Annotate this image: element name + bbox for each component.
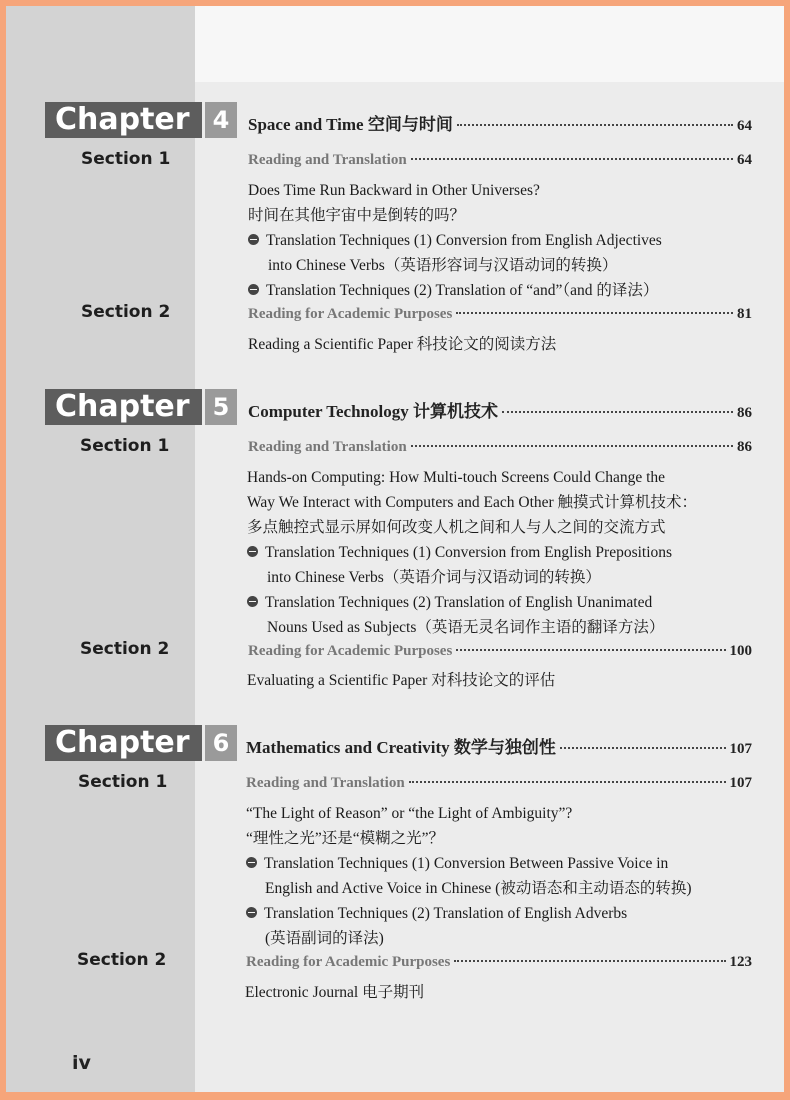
article-title: Way We Interact with Computers and Each Other 触摸式计算机技术： <box>247 494 698 511</box>
technique-item-continued: (英语副词的译法) <box>265 930 384 947</box>
section-label: Section 2 <box>81 302 171 322</box>
technique-item-continued: into Chinese Verbs（英语介词与汉语动词的转换） <box>267 569 601 586</box>
chapter-label: Chapter <box>45 389 202 425</box>
book-page <box>6 6 784 1092</box>
leader-dots <box>454 960 725 962</box>
section-heading-entry[interactable] <box>248 439 752 456</box>
technique-item: Translation Techniques (2) Translation of “and”（and 的译法） <box>248 278 658 303</box>
bullet-icon <box>246 907 257 918</box>
article-title: Does Time Run Backward in Other Universes? <box>248 182 540 199</box>
page-number: 64 <box>737 152 752 168</box>
leader-dots <box>456 649 725 651</box>
leader-dots <box>502 411 733 413</box>
bullet-icon <box>246 857 257 868</box>
section-label: Section 1 <box>81 149 171 169</box>
technique-item-continued: Nouns Used as Subjects（英语无灵名词作主语的翻译方法） <box>267 619 665 636</box>
section-heading: Reading for Academic Purposes <box>248 306 453 322</box>
leader-dots <box>411 445 733 447</box>
chapter-heading-bar <box>45 102 237 138</box>
section-heading: Reading for Academic Purposes <box>246 954 451 970</box>
article-title: Hands-on Computing: How Multi-touch Screens Could Change the <box>247 469 666 486</box>
technique-item-continued: into Chinese Verbs（英语形容词与汉语动词的转换） <box>268 257 618 274</box>
leader-dots <box>456 312 733 314</box>
bullet-icon <box>248 234 259 245</box>
top-margin-band <box>195 6 784 82</box>
chapter-title: Space and Time 空间与时间 <box>248 115 453 134</box>
page-number: 86 <box>737 439 752 455</box>
leader-dots <box>409 781 726 783</box>
section-heading-entry[interactable] <box>248 152 752 169</box>
chapter-title-entry[interactable] <box>246 733 752 758</box>
bullet-icon <box>247 596 258 607</box>
page-number: 123 <box>729 954 752 970</box>
chapter-heading-bar <box>45 725 237 761</box>
page-folio: iv <box>72 1052 91 1074</box>
chapter-title: Mathematics and Creativity 数学与独创性 <box>246 738 556 757</box>
section-heading: Reading and Translation <box>246 775 405 791</box>
article-title: 时间在其他宇宙中是倒转的吗？ <box>248 207 466 224</box>
technique-item: Translation Techniques (1) Conversion from English Adjectives <box>248 228 662 253</box>
chapter-label: Chapter <box>45 102 202 138</box>
article-title: Reading a Scientific Paper 科技论文的阅读方法 <box>248 336 557 353</box>
chapter-number: 5 <box>205 389 237 425</box>
technique-item: Translation Techniques (1) Conversion from English Prepositions <box>247 540 672 565</box>
section-label: Section 2 <box>80 639 170 659</box>
technique-item: Translation Techniques (2) Translation of English Adverbs <box>246 901 627 926</box>
page-number: 64 <box>737 118 752 134</box>
section-heading-entry[interactable] <box>246 954 752 971</box>
technique-item: Translation Techniques (1) Conversion Between Passive Voice in <box>246 851 668 876</box>
article-title: Electronic Journal 电子期刊 <box>245 984 425 1001</box>
article-title: “The Light of Reason” or “the Light of Ambiguity”? <box>246 805 573 822</box>
chapter-number: 6 <box>205 725 237 761</box>
article-title: 多点触控式显示屏如何改变人机之间和人与人之间的交流方式 <box>247 519 666 536</box>
chapter-label: Chapter <box>45 725 202 761</box>
bullet-icon <box>248 284 259 295</box>
technique-item: Translation Techniques (2) Translation of English Unanimated <box>247 590 652 615</box>
section-label: Section 1 <box>80 436 170 456</box>
technique-item-continued: English and Active Voice in Chinese (被动语态和主动语态的转换) <box>265 880 692 897</box>
chapter-title: Computer Technology 计算机技术 <box>248 402 498 421</box>
bullet-icon <box>247 546 258 557</box>
chapter-title-entry[interactable] <box>248 397 752 422</box>
page-number: 107 <box>729 741 752 757</box>
page-number: 81 <box>737 306 752 322</box>
chapter-heading-bar <box>45 389 237 425</box>
page-number: 107 <box>729 775 752 791</box>
section-label: Section 1 <box>78 772 168 792</box>
chapter-number: 4 <box>205 102 237 138</box>
leader-dots <box>457 124 733 126</box>
section-heading-entry[interactable] <box>248 306 752 323</box>
section-heading-entry[interactable] <box>248 643 752 660</box>
leader-dots <box>560 747 726 749</box>
page-number: 100 <box>729 643 752 659</box>
leader-dots <box>411 158 733 160</box>
chapter-title-entry[interactable] <box>248 110 752 135</box>
section-label: Section 2 <box>77 950 167 970</box>
section-heading-entry[interactable] <box>246 775 752 792</box>
page-number: 86 <box>737 405 752 421</box>
section-heading: Reading and Translation <box>248 439 407 455</box>
article-title: Evaluating a Scientific Paper 对科技论文的评估 <box>247 672 556 689</box>
article-title: “理性之光”还是“模糊之光”？ <box>246 830 445 847</box>
section-heading: Reading and Translation <box>248 152 407 168</box>
section-heading: Reading for Academic Purposes <box>248 643 453 659</box>
